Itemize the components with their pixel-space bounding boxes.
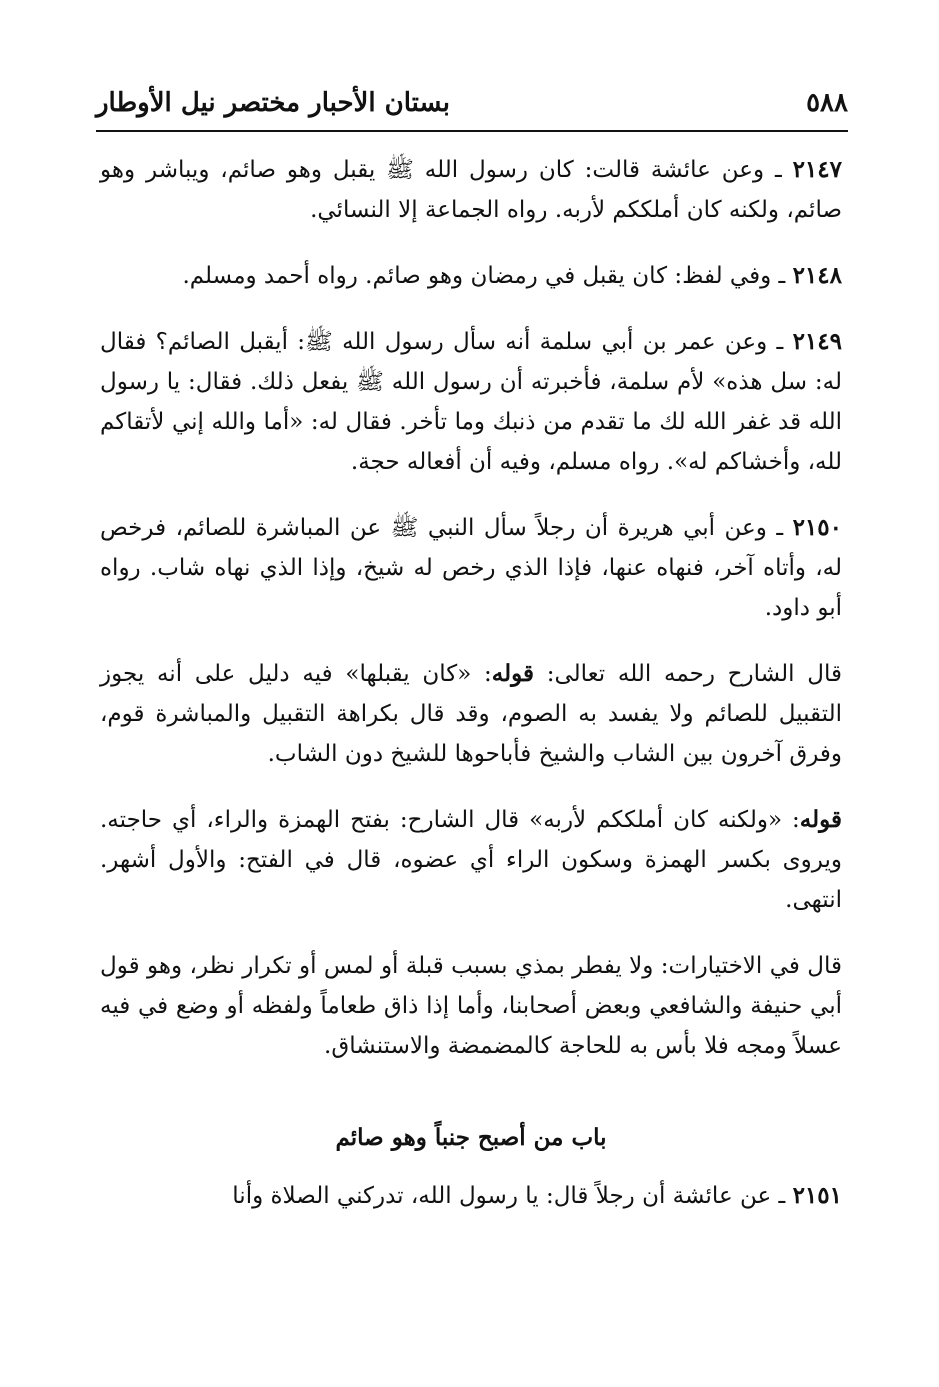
commentary-text: : «كان يقبلها» فيه دليل على أنه يجوز التقبيل للصائم ولا يفسد به الصوم، وقد قال بكراهة التقبيل والمباشرة قوم، وفرق آخرون بين الشاب والشيخ فأباحوها للشيخ دون الشاب.	[100, 661, 842, 767]
commentary-paragraph	[100, 800, 842, 920]
hadith-number: ٢١٤٧	[792, 156, 842, 183]
hadith-text: ـ وعن عائشة قالت: كان رسول الله ﷺ يقبل وهو صائم، ويباشر وهو صائم، ولكنه كان أملككم لأربه. رواه الجماعة إلا النسائي.	[100, 157, 842, 223]
section-heading: باب من أصبح جنباً وهو صائم	[335, 1124, 607, 1151]
hadith-number: ٢١٤٩	[792, 328, 842, 355]
hadith-2150	[100, 508, 842, 628]
page-number: ٥٨٨	[806, 88, 848, 118]
commentary-text: قال في الاختيارات: ولا يفطر بمذي بسبب قبلة أو لمس أو تكرار نظر، وهو قول أبي حنيفة والشافعي وبعض أصحابنا، وأما إذا ذاق طعاماً ولفظه أو وضع في فيه عسلاً ومجه فلا بأس به للحاجة كالمضمضة والاستنشاق.	[100, 953, 842, 1059]
commentary-keyword: قوله	[491, 660, 535, 687]
hadith-number: ٢١٤٨	[792, 262, 842, 289]
commentary-keyword: قوله	[799, 806, 842, 833]
page-content	[100, 150, 842, 1242]
hadith-2148	[100, 256, 842, 296]
hadith-2147	[100, 150, 842, 230]
hadith-text: ـ عن عائشة أن رجلاً قال: يا رسول الله، تدركني الصلاة وأنا	[232, 1183, 793, 1209]
commentary-paragraph	[100, 946, 842, 1066]
hadith-text: ـ وعن أبي هريرة أن رجلاً سأل النبي ﷺ عن المباشرة للصائم، فرخص له، وأتاه آخر، فنهاه عنها، فإذا الذي رخص له شيخ، وإذا الذي نهاه شاب. رواه أبو داود.	[100, 515, 842, 621]
commentary-intro: قال الشارح رحمه الله تعالى:	[534, 661, 842, 687]
commentary-paragraph	[100, 654, 842, 774]
hadith-number: ٢١٥١	[792, 1182, 842, 1209]
page-header	[96, 84, 848, 132]
hadith-number: ٢١٥٠	[792, 514, 842, 541]
hadith-text: ـ وعن عمر بن أبي سلمة أنه سأل رسول الله ﷺ: أيقبل الصائم؟ فقال له: سل هذه» لأم سلمة، فأخبرته أن رسول الله ﷺ يفعل ذلك. فقال: يا رسول الله قد غفر الله لك ما تقدم من ذنبك وما تأخر. فقال له: «أما والله إني لأتقاكم لله، وأخشاكم له». رواه مسلم، وفيه أن أفعاله حجة.	[100, 329, 842, 475]
hadith-text: ـ وفي لفظ: كان يقبل في رمضان وهو صائم. رواه أحمد ومسلم.	[182, 263, 793, 289]
book-title: بستان الأحبار مختصر نيل الأوطار	[96, 88, 450, 118]
hadith-2151	[100, 1176, 842, 1216]
hadith-2149	[100, 322, 842, 482]
commentary-text: : «ولكنه كان أملككم لأربه» قال الشارح: بفتح الهمزة والراء، أي حاجته. ويروى بكسر الهمزة وسكون الراء أي عضوه، قال في الفتح: والأول أشهر. انتهى.	[100, 807, 842, 913]
